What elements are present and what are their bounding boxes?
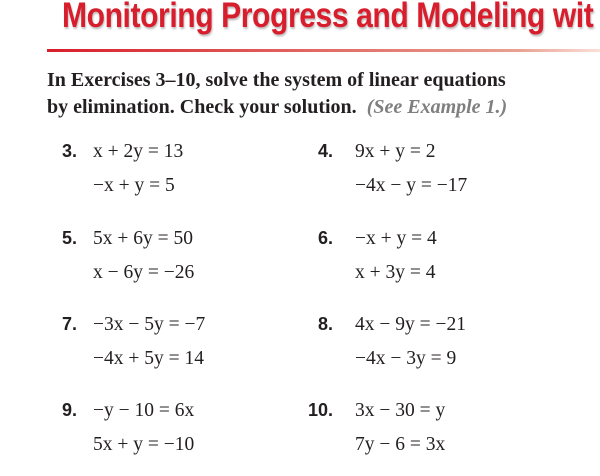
exercise-system	[355, 308, 466, 376]
equation: x + 3y = 4	[355, 262, 436, 283]
exercise-number: 6.	[318, 228, 334, 248]
equation: x − 6y = −26	[93, 262, 195, 283]
equation: 9x + y = 2	[355, 141, 436, 162]
equation: −4x − 3y = 9	[355, 348, 457, 369]
exercise-system	[93, 135, 183, 203]
title-divider	[47, 49, 600, 52]
instructions-line-1: In Exercises 3–10, solve the system of linear equations	[47, 69, 506, 91]
exercise-system	[93, 222, 194, 290]
equation: 3x − 30 = y	[355, 400, 446, 421]
equation: x + 2y = 13	[93, 141, 184, 162]
equation: −x + y = 5	[93, 175, 175, 196]
equation: 5x + 6y = 50	[93, 228, 193, 249]
equation: −3x − 5y = −7	[93, 314, 206, 335]
equation: −4x − y = −17	[355, 175, 468, 196]
exercise-number: 5.	[62, 228, 78, 248]
example-reference: (See Example 1.)	[366, 96, 508, 118]
exercise-system	[355, 135, 467, 203]
exercise-system	[93, 308, 205, 376]
instructions	[47, 67, 507, 121]
equation: 4x − 9y = −21	[355, 314, 466, 335]
equation: −4x + 5y = 14	[93, 348, 204, 369]
equation: −x + y = 4	[355, 228, 437, 249]
exercise-number: 8.	[318, 314, 334, 334]
exercise-system	[93, 394, 194, 462]
section-title: Monitoring Progress and Modeling wit	[62, 0, 594, 35]
equation: 7y − 6 = 3x	[355, 434, 446, 455]
exercise-system	[355, 222, 437, 290]
exercise-system	[355, 394, 445, 462]
exercise-number: 10.	[308, 400, 334, 420]
equation: −y − 10 = 6x	[93, 400, 195, 421]
exercise-number: 7.	[62, 314, 78, 334]
instructions-line-2: by elimination. Check your solution.	[47, 96, 357, 118]
equation: 5x + y = −10	[93, 434, 195, 455]
exercise-number: 9.	[62, 400, 78, 420]
exercise-number: 3.	[62, 141, 78, 161]
exercise-number: 4.	[318, 141, 334, 161]
